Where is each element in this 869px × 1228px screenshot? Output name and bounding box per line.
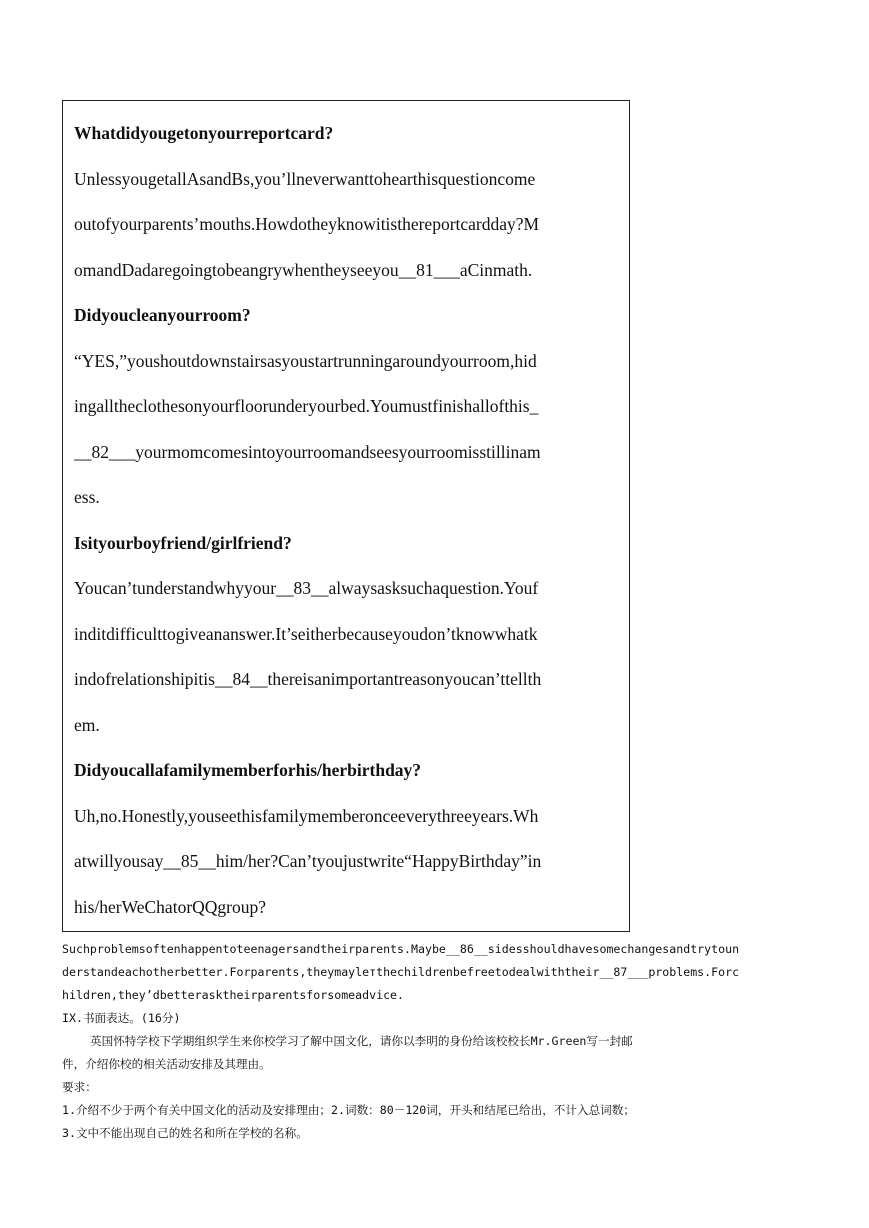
writing-prompt-line: 件，介绍你校的相关活动安排及其理由。 <box>62 1057 271 1071</box>
passage-line: __82___yourmomcomesintoyourroomandseesyourroomisstillinam <box>74 441 541 462</box>
requirements-label: 要求： <box>62 1080 97 1094</box>
passage-line: Uh,no.Honestly,youseethisfamilymemberonceeverythreeyears.Wh <box>74 805 539 826</box>
passage-line: outofyourparents’mouths.Howdotheyknowitisthereportcardday?M <box>74 214 540 234</box>
section-title: IX.书面表达。(16分) <box>62 1011 181 1025</box>
writing-prompt-line: 英国怀特学校下学期组织学生来你校学习了解中国文化，请你以李明的身份给该校校长Mr.Green写一封邮 <box>90 1034 633 1048</box>
continuation-section <box>62 938 812 1145</box>
section-heading: Didyoucleanyourroom? <box>74 305 251 325</box>
passage-line: indofrelationshipitis__84__thereisanimportantreasonyoucan’ttellth <box>74 669 542 689</box>
passage-line: UnlessyougetallAsandBs,you’llneverwanttohearthisquestioncome <box>74 168 536 189</box>
section-heading: Didyoucallafamilymemberforhis/herbirthday? <box>74 760 422 780</box>
passage-line: atwillyousay__85__him/her?Can’tyoujustwrite“HappyBirthday”in <box>74 851 542 871</box>
section-heading: Whatdidyougetonyourreportcard? <box>74 123 334 143</box>
passage-line: Youcan’tunderstandwhyyour__83__alwaysasksuchaquestion.Youf <box>74 578 539 598</box>
passage-line: his/herWeChatorQQgroup? <box>74 896 267 917</box>
passage-continuation-line: Suchproblemsoftenhappentoteenagersandtheirparents.Maybe__86__sidesshouldhavesomechangesandtrytoun <box>62 942 740 956</box>
requirement-line: 1.介绍不少于两个有关中国文化的活动及安排理由；2.词数：80－120词，开头和结尾已给出，不计入总词数； <box>62 1103 635 1117</box>
passage-continuation-line: derstandeachotherbetter.Forparents,theymaylетthechildrenbefreetodealwiththeir__87___problems.Forc <box>62 965 740 979</box>
requirement-line: 3.文中不能出现自己的姓名和所在学校的名称。 <box>62 1126 308 1140</box>
passage-line: em. <box>74 714 100 735</box>
passage-line: ess. <box>74 487 100 507</box>
passage-line: omandDadaregoingtobeangrywhentheyseeyou__81___aCinmath. <box>74 259 533 280</box>
passage-continuation-line: hildren,they’dbetterasktheirparentsforsomeadvice. <box>62 988 405 1002</box>
passage-line: ingalltheclothesonyourfloorunderyourbed.Youmustfinishallofthis_ <box>74 396 539 416</box>
passage-line: “YES,”youshoutdownstairsasyoustartrunningaroundyourroom,hid <box>74 350 537 371</box>
passage-box <box>62 100 630 932</box>
passage-line: inditdifficulttogiveananswer.It’seitherbecauseyoudon’tknowwhatk <box>74 623 538 644</box>
section-heading: Isityourboyfriend/girlfriend? <box>74 532 292 553</box>
